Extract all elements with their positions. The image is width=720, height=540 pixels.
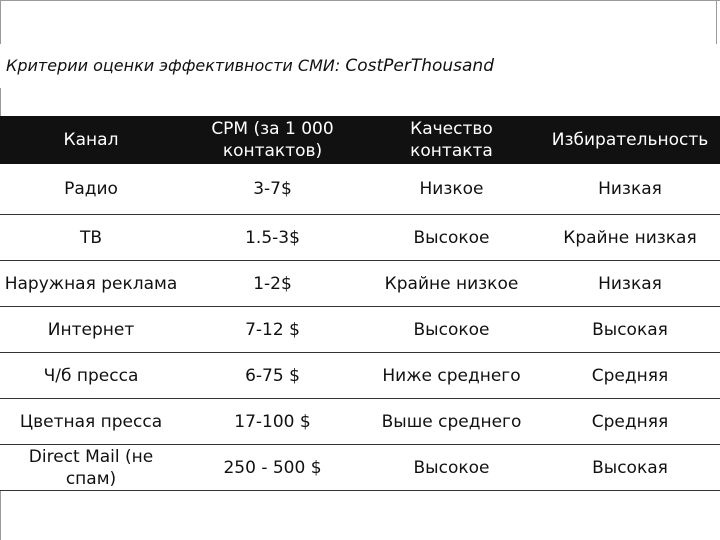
table-row bbox=[0, 353, 720, 399]
cell-cpm: 3-7$ bbox=[182, 164, 363, 215]
table-row bbox=[0, 261, 720, 307]
table-row bbox=[0, 215, 720, 261]
cell-contact-quality: Ниже среднего bbox=[363, 353, 540, 399]
cell-channel: Ч/б пресса bbox=[0, 353, 182, 399]
slide-title-english: CostPerThousand bbox=[345, 56, 494, 76]
slide-frame-right-top bbox=[716, 0, 717, 44]
cell-channel: Цветная пресса bbox=[0, 399, 182, 445]
cell-contact-quality: Высокое bbox=[363, 215, 540, 261]
slide-title-prefix: Критерии оценки эффективности СМИ: bbox=[6, 56, 346, 75]
header-selectivity: Избирательность bbox=[540, 116, 720, 164]
table-row bbox=[0, 307, 720, 353]
cell-channel: Радио bbox=[0, 164, 182, 215]
table-row bbox=[0, 164, 720, 215]
cell-cpm: 7-12 $ bbox=[182, 307, 363, 353]
table-header-row bbox=[0, 116, 720, 164]
cell-contact-quality: Высокое bbox=[363, 445, 540, 491]
slide-frame-top bbox=[0, 0, 720, 1]
media-criteria-table bbox=[0, 116, 720, 491]
cell-selectivity: Низкая bbox=[540, 164, 720, 215]
cell-selectivity: Крайне низкая bbox=[540, 215, 720, 261]
table-row bbox=[0, 399, 720, 445]
cell-selectivity: Средняя bbox=[540, 353, 720, 399]
cell-selectivity: Средняя bbox=[540, 399, 720, 445]
header-contact-quality: Качество контакта bbox=[363, 116, 540, 164]
header-cpm: CPM (за 1 000 контактов) bbox=[182, 116, 363, 164]
cell-contact-quality: Высокое bbox=[363, 307, 540, 353]
cell-channel: ТВ bbox=[0, 215, 182, 261]
cell-channel: Direct Mail (не спам) bbox=[0, 445, 182, 491]
slide-title bbox=[6, 56, 494, 76]
cell-selectivity: Высокая bbox=[540, 307, 720, 353]
cell-cpm: 250 - 500 $ bbox=[182, 445, 363, 491]
cell-selectivity: Высокая bbox=[540, 445, 720, 491]
table-row bbox=[0, 445, 720, 491]
slide-frame-left-top bbox=[0, 0, 1, 44]
cell-cpm: 1.5-3$ bbox=[182, 215, 363, 261]
cell-selectivity: Низкая bbox=[540, 261, 720, 307]
cell-contact-quality: Крайне низкое bbox=[363, 261, 540, 307]
cell-contact-quality: Выше среднего bbox=[363, 399, 540, 445]
cell-cpm: 17-100 $ bbox=[182, 399, 363, 445]
cell-channel: Интернет bbox=[0, 307, 182, 353]
cell-contact-quality: Низкое bbox=[363, 164, 540, 215]
cell-cpm: 6-75 $ bbox=[182, 353, 363, 399]
cell-cpm: 1-2$ bbox=[182, 261, 363, 307]
header-channel: Канал bbox=[0, 116, 182, 164]
cell-channel: Наружная реклама bbox=[0, 261, 182, 307]
